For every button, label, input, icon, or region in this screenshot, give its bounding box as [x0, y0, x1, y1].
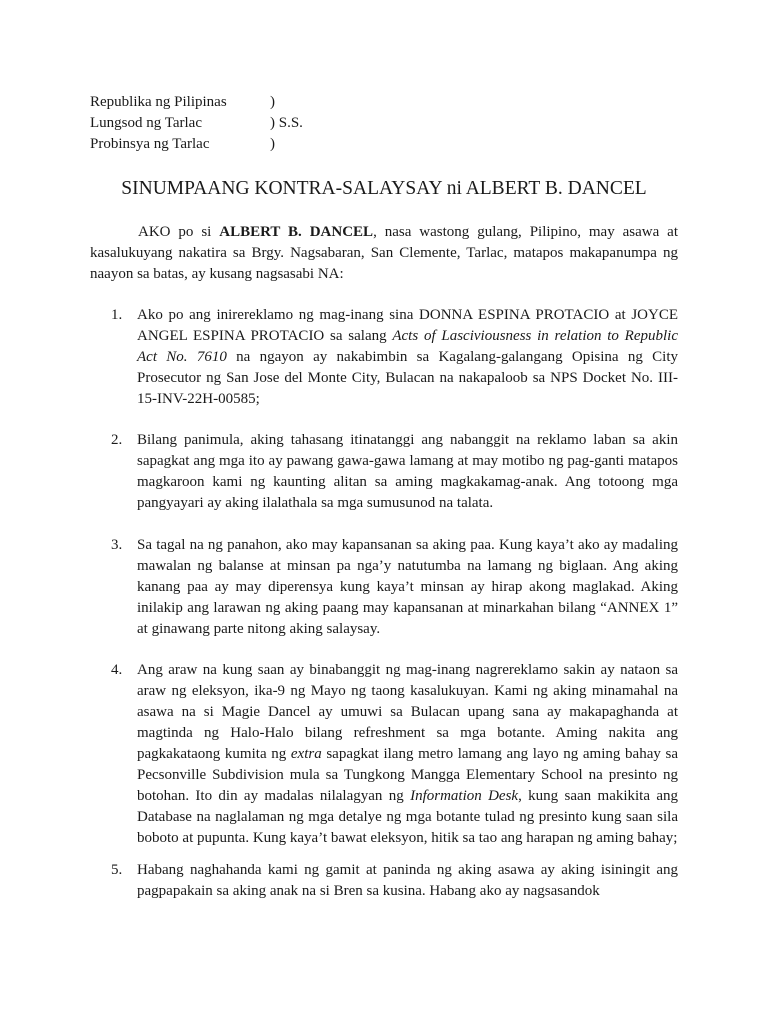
intro-rest: , nasa wastong gulang, Pilipino, may asawa at kasalukuyang nakatira sa Brgy. Nagsabaran, San Clemente, Tarlac, matapos makapanumpa ng naayon sa batas, ay kusang nagsasabi NA: [90, 224, 678, 282]
italic-text-run: extra [290, 746, 322, 762]
list-item-number: 2. [111, 432, 123, 448]
list-item-text [137, 305, 678, 410]
list-item-text [137, 430, 678, 514]
text-run: Habang naghahanda kami ng gamit at paninda ng aking asawa ay aking isiningit ang pagpapakain sa aking anak na si Bren sa kusina. Habang ako ay nagsasandok [137, 862, 678, 899]
text-run: , kung saan makikita ang Database na naglalaman ng mga detalye ng mga botante tulad ng presinto kung saan sila boboto at pupunta. Kung kaya’t bawat eleksyon, hitik sa tao ang harapan ng aming bahay; [137, 788, 679, 846]
list-item-number: 5. [111, 862, 123, 878]
text-run: na ngayon ay nakabimbin sa Kagalang-galangang Opisina ng City Prosecutor ng San Jose del Monte City, Bulacan na nakapaloob sa NPS Docket No. III-15-INV-22H-00585; [137, 349, 678, 407]
header-row [90, 134, 303, 155]
header-row-name: Lungsod ng Tarlac [90, 115, 202, 131]
list-item-text [137, 660, 678, 849]
text-run: Bilang panimula, aking tahasang itinatanggi ang nabanggit na reklamo laban sa akin sapagkat ang mga ito ay pawang gawa-gawa lamang at may motibo ng pag-ganti matapos magkaroon kami ng kaunting alitan sa aming magkakamag-anak. Ang totoong mga pangyayari ay aking ilalathala sa mga sumusunod na talata. [137, 432, 678, 511]
text-run: Ako po ang inirereklamo ng mag-inang sina DONNA ESPINA PROTACIO at JOYCE ANGEL ESPINA PROTACIO sa salang [137, 307, 678, 344]
header-row [90, 113, 303, 134]
header-row-name: Probinsya ng Tarlac [90, 136, 210, 152]
intro-paragraph [90, 222, 678, 285]
header-row [90, 92, 303, 113]
affiant-name: ALBERT B. DANCEL [219, 224, 374, 240]
text-run: sapagkat ilang metro lamang ang layo ng aming bahay sa Pecsonville Subdivision mula sa Tungkong Mangga Elementary School na presinto ng botohan. Ito din ay madalas nilalagyan ng [137, 746, 678, 804]
list-item-text [137, 860, 678, 902]
intro-lead: AKO po si [138, 224, 220, 240]
italic-text-run: Information Desk [410, 788, 519, 804]
jurisdiction-header [90, 92, 303, 155]
italic-text-run: Acts of Lasciviousness in relation to Republic Act No. 7610 [137, 328, 678, 365]
header-row-bracket: ) [270, 136, 275, 152]
header-row-bracket: ) S.S. [270, 115, 303, 131]
document-title: SINUMPAANG KONTRA-SALAYSAY ni ALBERT B. DANCEL [121, 178, 647, 199]
header-row-name: Republika ng Pilipinas [90, 94, 227, 110]
list-item-number: 4. [111, 662, 123, 678]
list-item-text [137, 535, 678, 640]
list-item-number: 1. [111, 307, 123, 323]
list-item-number: 3. [111, 537, 123, 553]
header-row-bracket: ) [270, 94, 275, 110]
text-run: Sa tagal na ng panahon, ako may kapansanan sa aking paa. Kung kaya’t ako ay madaling mawalan ng balanse at minsan pa nga’y natutumba na lamang ng biglaan. Ang aking kanang paa ay may diperensya kung kaya’t minsan ay hirap akong maglakad. Aking inilakip ang larawan ng aking paang may kapansanan at minarkahan bilang “ANNEX 1” at ginawang parte nitong aking salaysay. [137, 537, 678, 637]
text-run: Ang araw na kung saan ay binabanggit ng mag-inang nagrereklamo sakin ay nataon sa araw ng eleksyon, ika-9 ng Mayo ng taong kasalukuyan. Kami ng aking minamahal na asawa na si Magie Dancel ay umuwi sa Bulacan upang sana ay makapaghanda at magtinda ng Halo-Halo bilang refreshment sa mga botante. Aming nakita ang pagkakataong kumita ng [137, 662, 678, 762]
